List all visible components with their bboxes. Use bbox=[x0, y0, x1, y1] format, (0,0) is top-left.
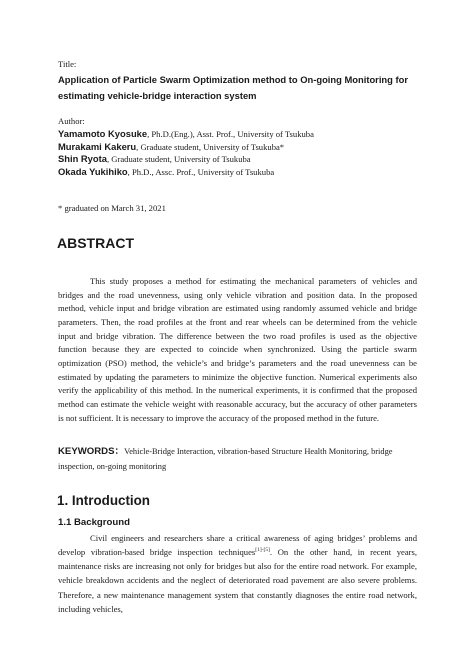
author-name: Yamamoto Kyosuke bbox=[58, 128, 148, 139]
abstract-heading: ABSTRACT bbox=[57, 235, 134, 251]
intro-text-after-ref: . On the other hand, in recent years, maintenance risks are increasing not only for bridges but also for the entire road network. For example, vehicle breakdown accidents and the neglect of deteriorated road pavement are also severe problems. Therefore, a new maintenance management system that constantly diagnoses the entire road network, including vehicles, bbox=[58, 547, 418, 614]
author-list bbox=[58, 128, 438, 178]
author-entry bbox=[58, 166, 438, 179]
keywords-label: KEYWORDS： bbox=[58, 446, 125, 457]
title-label: Title: bbox=[58, 59, 77, 69]
author-affiliation: , Ph.D.(Eng.), Asst. Prof., University of Tsukuba bbox=[147, 129, 314, 139]
paper-title: Application of Particle Swarm Optimization method to On-going Monitoring for estimating vehicle-bridge interaction system bbox=[58, 74, 408, 101]
author-entry bbox=[58, 128, 438, 141]
author-affiliation: , Graduate student, University of Tsukuba* bbox=[136, 141, 285, 152]
keywords-text: Vehicle-Bridge Interaction, vibration-based Structure Health Monitoring, bridge inspection, on-going monitoring bbox=[58, 447, 393, 471]
author-name: Shin Ryota bbox=[58, 153, 107, 164]
author-label: Author: bbox=[58, 116, 85, 126]
background-subheading: 1.1 Background bbox=[58, 517, 130, 528]
author-entry bbox=[58, 153, 438, 166]
author-name: Okada Yukihiko bbox=[58, 165, 128, 177]
author-affiliation: , Ph.D., Assc. Prof., University of Tsukuba bbox=[127, 166, 275, 177]
author-affiliation: , Graduate student, University of Tsukuba bbox=[106, 154, 251, 164]
introduction-heading: 1. Introduction bbox=[57, 493, 150, 508]
keywords-block bbox=[58, 444, 420, 474]
author-entry bbox=[58, 141, 438, 154]
graduation-note: * graduated on March 31, 2021 bbox=[58, 203, 166, 213]
introduction-body bbox=[58, 531, 417, 616]
intro-text-before-ref: Civil engineers and researchers share a critical awareness of aging bridges’ problems and develop vibration-based bridge inspection techniques bbox=[58, 533, 417, 558]
author-name: Murakami Kakeru bbox=[58, 140, 137, 152]
citation-ref: [1]-[5] bbox=[255, 547, 270, 554]
abstract-body: This study proposes a method for estimating the mechanical parameters of vehicles and bridges and the road unevenness, using only vehicle vibration and position data. In the proposed method, vehicle input and bridge vibration are estimated using randomly assumed vehicle and bridge parameters. Then, the road profiles at the front and rear wheels can be determined from the vehicle input and bridge vibration. The difference between the two road profiles is used as the objective function because they are expected to coincide when synchronized. Using the particle swarm optimization (PSO) method, the vehicle’s and bridge’s parameters and the road unevenness can be estimated by updating the parameters to minimize the objective function. Numerical experiments also verify the applicability of this method. In the numerical experiments, it is confirmed that the proposed method can estimate the vehicle weight with reasonable accuracy, but the accuracy of other parameters is not sufficient. It is necessary to improve the accuracy of the proposed method in the future. bbox=[58, 276, 417, 423]
